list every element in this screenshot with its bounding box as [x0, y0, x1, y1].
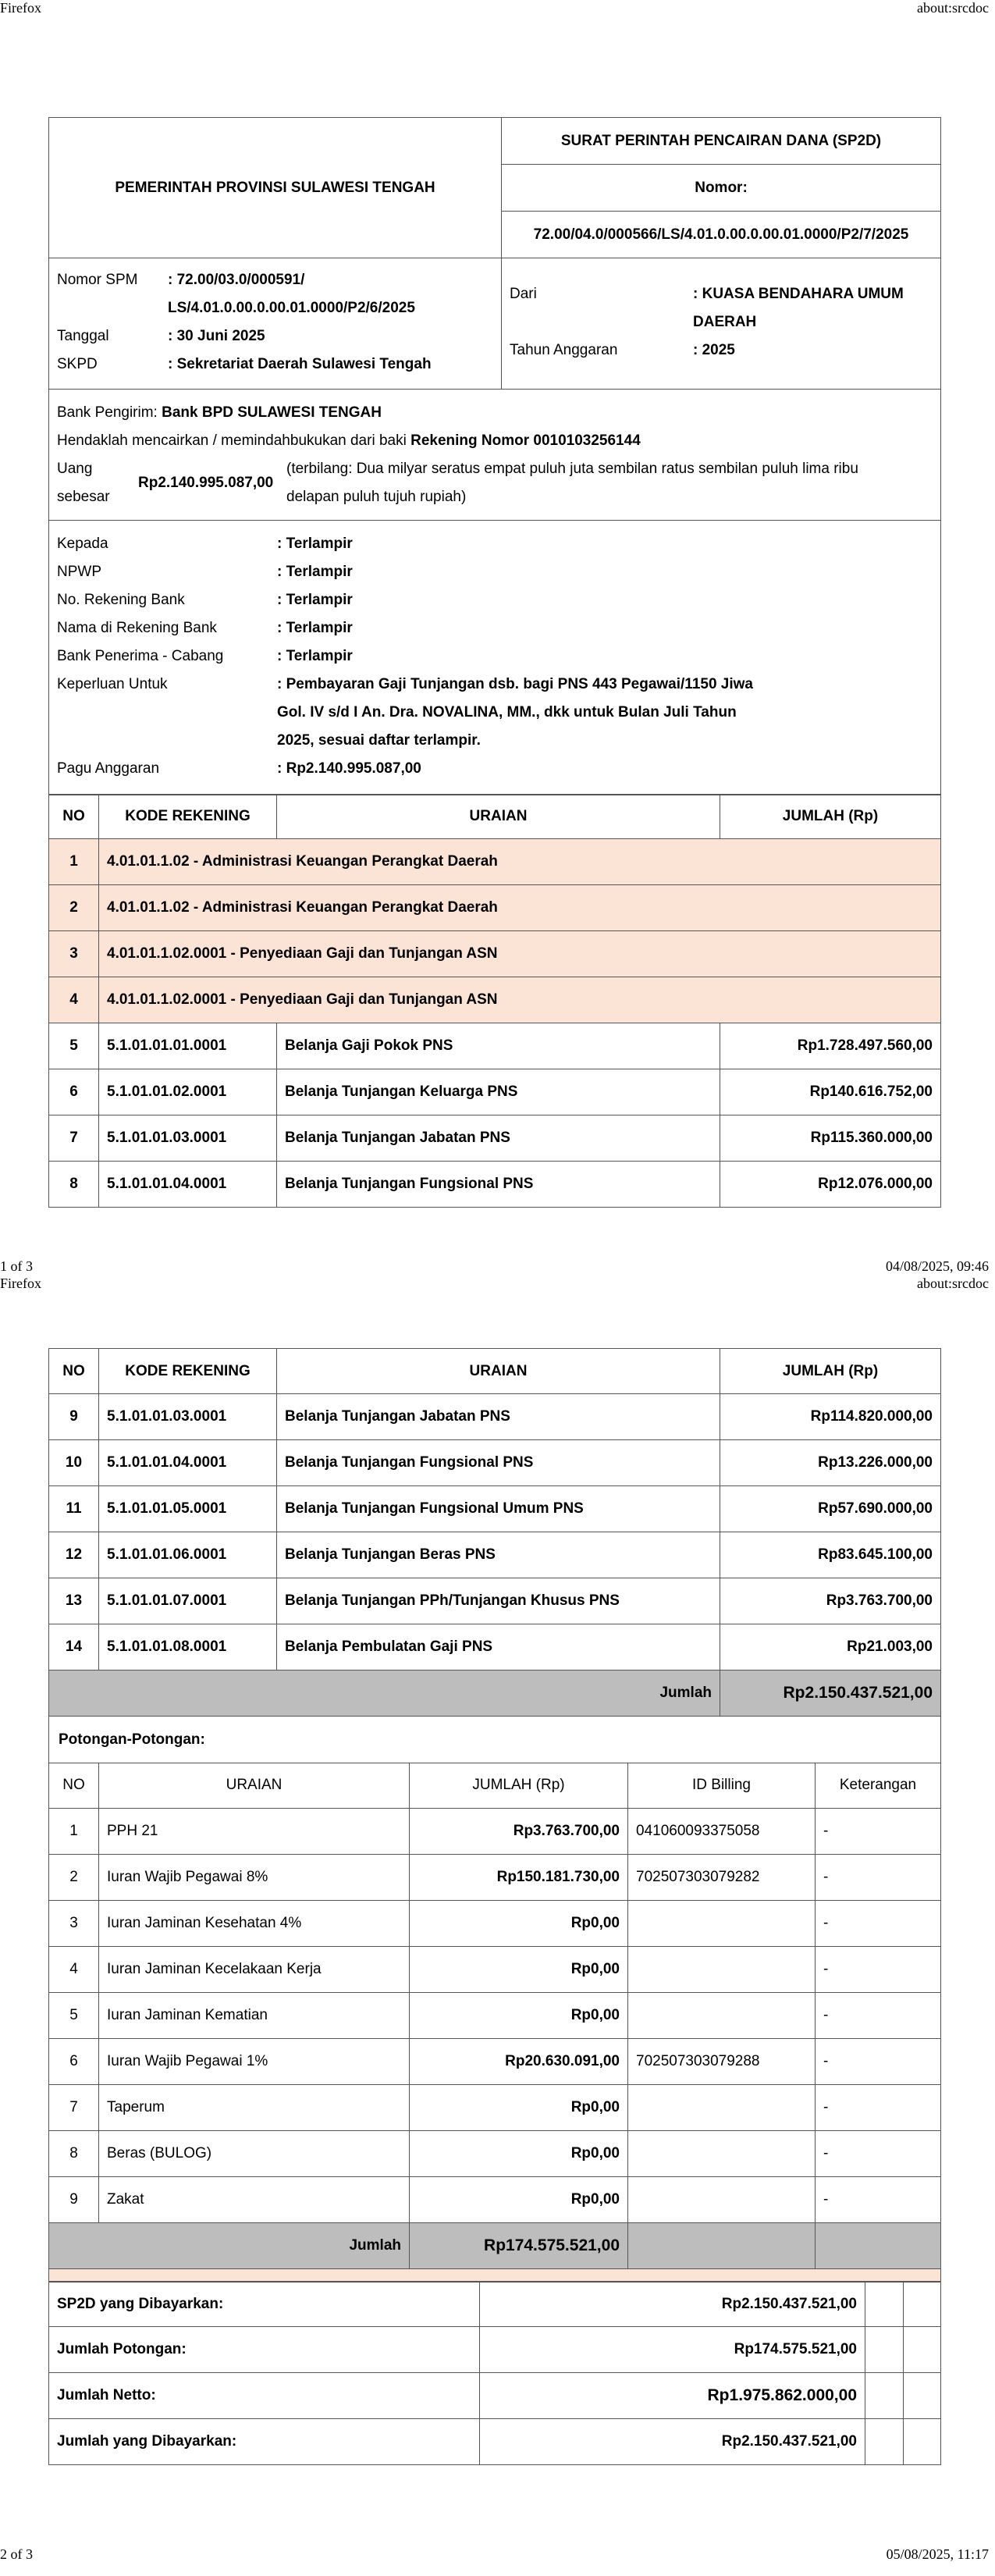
- potongan-row: [49, 1900, 941, 1946]
- row-billing: 041060093375058: [628, 1808, 816, 1854]
- norek-value: : Terlampir: [277, 591, 353, 608]
- table-row: [49, 1115, 941, 1162]
- keperluan-line1: : Pembayaran Gaji Tunjangan dsb. bagi PNS 443 Pegawai/1150 Jiwa: [277, 675, 753, 692]
- col-header-jumlah: JUMLAH (Rp): [410, 1763, 628, 1808]
- empty-cell: [816, 2222, 941, 2268]
- empty-cell: [865, 2373, 904, 2419]
- browser-app-name: Firefox: [0, 1276, 41, 1291]
- row-kode: 5.1.01.01.06.0001: [99, 1532, 277, 1578]
- bank-penerima-value: : Terlampir: [277, 647, 353, 664]
- tahun-value: : 2025: [693, 341, 735, 358]
- amount-value: Rp2.140.995.087,00: [138, 474, 274, 491]
- col-header-uraian: URAIAN: [99, 1763, 410, 1808]
- row-jumlah: Rp115.360.000,00: [720, 1115, 941, 1162]
- table-header-row: [49, 1349, 941, 1394]
- empty-cell: [628, 2222, 816, 2268]
- col-header-billing: ID Billing: [628, 1763, 816, 1808]
- col-header-uraian: URAIAN: [277, 1349, 720, 1394]
- info-section: [48, 258, 941, 390]
- row-keterangan: -: [816, 1808, 941, 1854]
- summary-value: Rp174.575.521,00: [480, 2327, 865, 2373]
- row-no: 6: [49, 2038, 99, 2084]
- col-header-kode: KODE REKENING: [99, 795, 277, 839]
- empty-cell: [904, 2282, 941, 2327]
- row-no: 2: [49, 885, 99, 931]
- items-table-page2: [48, 1348, 941, 1717]
- document-header: [48, 117, 941, 258]
- browser-url: about:srcdoc: [917, 0, 989, 16]
- summary-label: Jumlah Netto:: [49, 2373, 480, 2419]
- row-jumlah: Rp0,00: [410, 1900, 628, 1946]
- table-row: [49, 1532, 941, 1578]
- skpd-label: SKPD: [57, 355, 98, 372]
- nomor-value: 72.00/04.0/000566/LS/4.01.0.00.0.00.01.0000/P2/7/2025: [502, 212, 941, 258]
- group-row: [49, 839, 941, 885]
- table-row: [49, 1394, 941, 1440]
- sp2d-document-page1: [48, 117, 941, 1208]
- page-timestamp: 04/08/2025, 09:46: [885, 1258, 989, 1274]
- row-no: 13: [49, 1578, 99, 1624]
- group-text: 4.01.01.1.02 - Administrasi Keuangan Perangkat Daerah: [99, 885, 941, 931]
- row-uraian: Beras (BULOG): [99, 2130, 410, 2176]
- row-uraian: PPH 21: [99, 1808, 410, 1854]
- info-left: [49, 258, 502, 389]
- row-keterangan: -: [816, 1854, 941, 1900]
- table-row: [49, 1440, 941, 1486]
- row-keterangan: -: [816, 2084, 941, 2130]
- row-jumlah: Rp0,00: [410, 2130, 628, 2176]
- table-row: [49, 1486, 941, 1532]
- row-kode: 5.1.01.01.03.0001: [99, 1394, 277, 1440]
- table-row: [49, 1162, 941, 1208]
- row-uraian: Belanja Gaji Pokok PNS: [277, 1023, 720, 1069]
- tanggal-label: Tanggal: [57, 327, 109, 344]
- col-header-jumlah: JUMLAH (Rp): [720, 1349, 941, 1394]
- row-no: 4: [49, 1946, 99, 1992]
- row-jumlah: Rp20.630.091,00: [410, 2038, 628, 2084]
- potongan-total-value: Rp174.575.521,00: [410, 2222, 628, 2268]
- row-jumlah: Rp21.003,00: [720, 1624, 941, 1670]
- empty-cell: [904, 2327, 941, 2373]
- row-no: 7: [49, 1115, 99, 1162]
- row-kode: 5.1.01.01.04.0001: [99, 1440, 277, 1486]
- row-keterangan: -: [816, 1992, 941, 2038]
- group-row: [49, 885, 941, 931]
- row-kode: 5.1.01.01.07.0001: [99, 1578, 277, 1624]
- browser-url: about:srcdoc: [917, 1276, 989, 1291]
- row-jumlah: Rp114.820.000,00: [720, 1394, 941, 1440]
- group-row: [49, 931, 941, 977]
- table-row: [49, 1624, 941, 1670]
- potongan-row: [49, 1992, 941, 2038]
- row-uraian: Iuran Jaminan Kecelakaan Kerja: [99, 1946, 410, 1992]
- potongan-row: [49, 2176, 941, 2222]
- row-jumlah: Rp1.728.497.560,00: [720, 1023, 941, 1069]
- kepada-label: Kepada: [57, 535, 108, 552]
- row-no: 5: [49, 1992, 99, 2038]
- recipient-section: [48, 521, 941, 795]
- row-billing: [628, 2130, 816, 2176]
- summary-table: [48, 2281, 941, 2465]
- row-jumlah: Rp3.763.700,00: [410, 1808, 628, 1854]
- page-timestamp: 05/08/2025, 11:17: [886, 2546, 989, 2562]
- row-no: 1: [49, 1808, 99, 1854]
- row-billing: [628, 2084, 816, 2130]
- potongan-header-row: [49, 1763, 941, 1808]
- spm-value-line1: : 72.00/03.0/000591/: [168, 271, 305, 288]
- potongan-row: [49, 2130, 941, 2176]
- row-no: 5: [49, 1023, 99, 1069]
- row-no: 10: [49, 1440, 99, 1486]
- spm-label: Nomor SPM: [57, 271, 138, 288]
- nama-rekening-value: : Terlampir: [277, 619, 353, 636]
- row-no: 6: [49, 1069, 99, 1115]
- row-no: 14: [49, 1624, 99, 1670]
- empty-cell: [865, 2327, 904, 2373]
- group-text: 4.01.01.1.02.0001 - Penyediaan Gaji dan Tunjangan ASN: [99, 931, 941, 977]
- bank-penerima-label: Bank Penerima - Cabang: [57, 647, 224, 664]
- potongan-row: [49, 1854, 941, 1900]
- potongan-row: [49, 1808, 941, 1854]
- summary-value: Rp2.150.437.521,00: [480, 2282, 865, 2327]
- keperluan-line2: Gol. IV s/d I An. Dra. NOVALINA, MM., dkk untuk Bulan Juli Tahun: [277, 703, 737, 720]
- tahun-label: Tahun Anggaran: [510, 341, 618, 358]
- table-header-row: [49, 795, 941, 839]
- row-no: 7: [49, 2084, 99, 2130]
- table-row: [49, 1069, 941, 1115]
- row-keterangan: -: [816, 2130, 941, 2176]
- row-uraian: Belanja Tunjangan PPh/Tunjangan Khusus PNS: [277, 1578, 720, 1624]
- row-billing: 702507303079282: [628, 1854, 816, 1900]
- skpd-value: : Sekretariat Daerah Sulawesi Tengah: [168, 355, 432, 372]
- col-header-no: NO: [49, 1349, 99, 1394]
- spm-value-line2: LS/4.01.0.00.0.00.01.0000/P2/6/2025: [168, 299, 415, 316]
- col-header-kode: KODE REKENING: [99, 1349, 277, 1394]
- row-billing: [628, 2176, 816, 2222]
- row-jumlah: Rp12.076.000,00: [720, 1162, 941, 1208]
- row-no: 12: [49, 1532, 99, 1578]
- col-header-uraian: URAIAN: [277, 795, 720, 839]
- norek-label: No. Rekening Bank: [57, 591, 185, 608]
- bank-pengirim-value: Bank BPD SULAWESI TENGAH: [162, 404, 382, 421]
- row-uraian: Belanja Pembulatan Gaji PNS: [277, 1624, 720, 1670]
- browser-app-name: Firefox: [0, 0, 41, 16]
- summary-label: SP2D yang Dibayarkan:: [49, 2282, 480, 2327]
- nomor-label: Nomor:: [502, 165, 941, 212]
- group-text: 4.01.01.1.02.0001 - Penyediaan Gaji dan Tunjangan ASN: [99, 977, 941, 1023]
- row-uraian: Iuran Wajib Pegawai 1%: [99, 2038, 410, 2084]
- row-jumlah: Rp57.690.000,00: [720, 1486, 941, 1532]
- items-table-page1: [48, 794, 941, 1208]
- row-uraian: Belanja Tunjangan Jabatan PNS: [277, 1394, 720, 1440]
- dari-value-line1: : KUASA BENDAHARA UMUM: [693, 285, 904, 302]
- potongan-total-row: [49, 2222, 941, 2268]
- row-jumlah: Rp0,00: [410, 1946, 628, 1992]
- row-keterangan: -: [816, 1900, 941, 1946]
- keperluan-line3: 2025, sesuai daftar terlampir.: [277, 731, 481, 749]
- row-billing: 702507303079288: [628, 2038, 816, 2084]
- row-no: 11: [49, 1486, 99, 1532]
- page-number: 1 of 3: [0, 1258, 33, 1274]
- npwp-value: : Terlampir: [277, 563, 353, 580]
- row-jumlah: Rp3.763.700,00: [720, 1578, 941, 1624]
- dari-label: Dari: [510, 285, 537, 302]
- total-value: Rp2.150.437.521,00: [720, 1670, 941, 1717]
- potongan-row: [49, 2084, 941, 2130]
- spacer-row: [49, 2268, 941, 2282]
- row-uraian: Iuran Jaminan Kematian: [99, 1992, 410, 2038]
- potongan-row: [49, 1946, 941, 1992]
- dari-value-line2: DAERAH: [693, 313, 757, 330]
- row-kode: 5.1.01.01.08.0001: [99, 1624, 277, 1670]
- summary-label: Jumlah Potongan:: [49, 2327, 480, 2373]
- kepada-value: : Terlampir: [277, 535, 353, 552]
- row-uraian: Belanja Tunjangan Fungsional PNS: [277, 1162, 720, 1208]
- row-billing: [628, 1900, 816, 1946]
- empty-cell: [865, 2282, 904, 2327]
- row-jumlah: Rp0,00: [410, 2176, 628, 2222]
- row-billing: [628, 1992, 816, 2038]
- npwp-label: NPWP: [57, 563, 101, 580]
- col-header-no: NO: [49, 1763, 99, 1808]
- sebesar-label: sebesar: [57, 488, 110, 505]
- table-row: [49, 1578, 941, 1624]
- row-kode: 5.1.01.01.05.0001: [99, 1486, 277, 1532]
- terbilang-line2: delapan puluh tujuh rupiah): [286, 488, 467, 505]
- rekening-number: Rekening Nomor 0010103256144: [410, 432, 641, 449]
- empty-cell: [904, 2419, 941, 2465]
- row-jumlah: Rp140.616.752,00: [720, 1069, 941, 1115]
- row-uraian: Belanja Tunjangan Jabatan PNS: [277, 1115, 720, 1162]
- row-no: 1: [49, 839, 99, 885]
- row-no: 8: [49, 2130, 99, 2176]
- row-uraian: Zakat: [99, 2176, 410, 2222]
- row-keterangan: -: [816, 2038, 941, 2084]
- row-uraian: Belanja Tunjangan Fungsional PNS: [277, 1440, 720, 1486]
- row-uraian: Taperum: [99, 2084, 410, 2130]
- document-title: SURAT PERINTAH PENCAIRAN DANA (SP2D): [502, 118, 941, 165]
- row-uraian: Belanja Tunjangan Beras PNS: [277, 1532, 720, 1578]
- row-no: 4: [49, 977, 99, 1023]
- government-name: PEMERINTAH PROVINSI SULAWESI TENGAH: [49, 118, 502, 258]
- row-no: 9: [49, 2176, 99, 2222]
- summary-row: [49, 2419, 941, 2465]
- total-row: [49, 1670, 941, 1717]
- terbilang-line1: (terbilang: Dua milyar seratus empat puluh juta sembilan ratus sembilan puluh lima ribu: [286, 460, 858, 477]
- tanggal-value: : 30 Juni 2025: [168, 327, 265, 344]
- row-jumlah: Rp0,00: [410, 1992, 628, 2038]
- summary-label: Jumlah yang Dibayarkan:: [49, 2419, 480, 2465]
- row-keterangan: -: [816, 1946, 941, 1992]
- col-header-keterangan: Keterangan: [816, 1763, 941, 1808]
- potongan-title: Potongan-Potongan:: [48, 1717, 941, 1763]
- row-kode: 5.1.01.01.01.0001: [99, 1023, 277, 1069]
- row-no: 3: [49, 931, 99, 977]
- summary-row: [49, 2327, 941, 2373]
- empty-cell: [904, 2373, 941, 2419]
- col-header-no: NO: [49, 795, 99, 839]
- bank-section: [48, 390, 941, 521]
- row-jumlah: Rp83.645.100,00: [720, 1532, 941, 1578]
- nama-rekening-label: Nama di Rekening Bank: [57, 619, 217, 636]
- row-uraian: Belanja Tunjangan Fungsional Umum PNS: [277, 1486, 720, 1532]
- summary-row: [49, 2282, 941, 2327]
- summary-row: [49, 2373, 941, 2419]
- keperluan-label: Keperluan Untuk: [57, 675, 168, 692]
- row-kode: 5.1.01.01.02.0001: [99, 1069, 277, 1115]
- table-row: [49, 1023, 941, 1069]
- row-no: 8: [49, 1162, 99, 1208]
- group-text: 4.01.01.1.02 - Administrasi Keuangan Perangkat Daerah: [99, 839, 941, 885]
- spacer-cell: [49, 2268, 941, 2282]
- row-uraian: Iuran Jaminan Kesehatan 4%: [99, 1900, 410, 1946]
- page-number: 2 of 3: [0, 2546, 33, 2562]
- row-no: 3: [49, 1900, 99, 1946]
- potongan-table: [48, 1763, 941, 2282]
- col-header-jumlah: JUMLAH (Rp): [720, 795, 941, 839]
- row-billing: [628, 1946, 816, 1992]
- empty-cell: [865, 2419, 904, 2465]
- row-no: 2: [49, 1854, 99, 1900]
- summary-value: Rp1.975.862.000,00: [480, 2373, 865, 2419]
- row-jumlah: Rp0,00: [410, 2084, 628, 2130]
- row-uraian: Iuran Wajib Pegawai 8%: [99, 1854, 410, 1900]
- group-row: [49, 977, 941, 1023]
- uang-label: Uang: [57, 460, 93, 477]
- sp2d-document-page2: [48, 1348, 941, 2465]
- row-kode: 5.1.01.01.04.0001: [99, 1162, 277, 1208]
- info-right: [502, 258, 941, 389]
- row-no: 9: [49, 1394, 99, 1440]
- row-jumlah: Rp150.181.730,00: [410, 1854, 628, 1900]
- row-jumlah: Rp13.226.000,00: [720, 1440, 941, 1486]
- pagu-label: Pagu Anggaran: [57, 760, 160, 777]
- row-uraian: Belanja Tunjangan Keluarga PNS: [277, 1069, 720, 1115]
- row-kode: 5.1.01.01.03.0001: [99, 1115, 277, 1162]
- pagu-value: : Rp2.140.995.087,00: [277, 760, 421, 777]
- bank-pengirim-label: Bank Pengirim:: [57, 404, 162, 421]
- total-label: Jumlah: [49, 1670, 720, 1717]
- instruction-text: Hendaklah mencairkan / memindahbukukan dari baki: [57, 432, 411, 449]
- potongan-row: [49, 2038, 941, 2084]
- summary-value: Rp2.150.437.521,00: [480, 2419, 865, 2465]
- potongan-total-label: Jumlah: [49, 2222, 410, 2268]
- row-keterangan: -: [816, 2176, 941, 2222]
